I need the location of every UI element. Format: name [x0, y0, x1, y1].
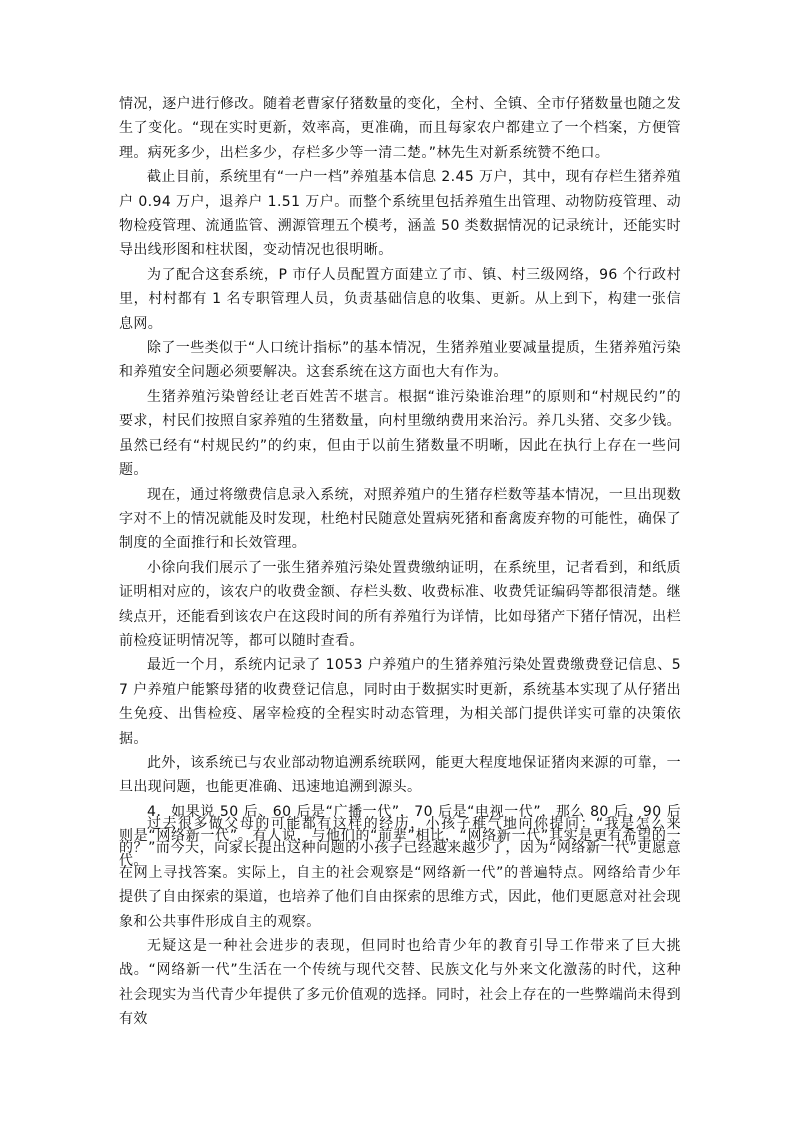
paragraph-3: 为了配合这套系统，P 市仔人员配置方面建立了市、镇、村三级网络，96 个行政村里，村村都有 1 名专职管理人员，负责基础信息的收集、更新。从上到下，构建一张信息网。 [119, 266, 681, 332]
paragraph-5: 生猪养殖污染曾经让老百姓苦不堪言。根据“谁污染谁治理”的原则和“村规民约”的要求，村民们按照自家养殖的生猪数量，向村里缴纳费用来治污。养几头猪、交多少钱。虽然已经有“村规民约”的约束，但由于以前生猪数量不明晰，因此在执行上存在一些问题。 [119, 388, 681, 479]
paragraph-10: 过去很多做父母的可能都有这样的经历，小孩子稚气地向你提问：“我是怎么来的？”而今天，向家长提出这种问题的小孩子已经越来越少了，因为“网络新一代”更愿意在网上寻找答案。实际上，自主的社会观察是“网络新一代”的普遍特点。网络给青少年提供了自由探索的渠道，也培养了他们自由探索的思维方式，因此，他们更愿意对社会现象和公共事件形成自主的观察。 [119, 816, 681, 930]
paragraph-1: 情况，逐户进行修改。随着老曹家仔猪数量的变化，全村、全镇、全市仔猪数量也随之发生了变化。“现在实时更新，效率高，更准确，而且每家农户都建立了一个档案，方便管理。病死多少，出栏多少，存栏多少等一清二楚。”林先生对新系统赞不绝口。 [119, 96, 681, 161]
question-4: 4．如果说 50 后、60 后是“广播一代”，70 后是“电视一代”，那么 80 后、90 后则是“网络新一代”。有人说，与他们的“前辈”相比，“网络新一代”其实是更有希望的一代。 [119, 803, 681, 869]
paragraph-11: 无疑这是一种社会进步的表现，但同时也给青少年的教育引导工作带来了巨大挑战。“网络新一代”生活在一个传统与现代交替、民族文化与外来文化激荡的时代，这种社会现实为当代青少年提供了多元价值观的选择。同时，社会上存在的一些弊端尚未得到有效 [119, 938, 681, 1028]
paragraph-4: 除了一些类似于“人口统计指标”的基本情况，生猪养殖业要减量提质，生猪养殖污染和养殖安全问题必须要解决。这套系统在这方面也大有作为。 [119, 340, 681, 381]
paragraph-7: 小徐向我们展示了一张生猪养殖污染处置费缴纳证明，在系统里，记者看到，和纸质证明相对应的，该农户的收费金额、存栏头数、收费标准、收费凭证编码等都很清楚。继续点开，还能看到该农户在这段时间的所有养殖行为详情，比如母猪产下猪仔情况，出栏前检疫证明情况等，都可以随时查看。 [119, 559, 681, 649]
paragraph-9: 此外，该系统已与农业部动物追溯系统联网，能更大程度地保证猪肉来源的可靠，一旦出现问题，也能更准确、迅速地追溯到源头。 [119, 754, 681, 796]
article-section-2 [119, 812, 681, 1032]
article-section-1 [119, 92, 681, 873]
paragraph-6: 现在，通过将缴费信息录入系统，对照养殖户的生猪存栏数等基本情况，一旦出现数字对不上的情况就能及时发现，杜绝村民随意处置病死猪和畜禽废弃物的可能性，确保了制度的全面推行和长效管理。 [119, 486, 681, 552]
paragraph-8: 最近一个月，系统内记录了 1053 户养殖户的生猪养殖污染处置费缴费登记信息、57 户养殖户能繁母猪的收费登记信息，同时由于数据实时更新，系统基本实现了从仔猪出生免疫、出售检疫、屠宰检疫的全程实时动态管理，为相关部门提供详实可靠的决策依据。 [119, 657, 681, 747]
paragraph-2: 截止目前，系统里有“一户一档”养殖基本信息 2.45 万户，其中，现有存栏生猪养殖户 0.94 万户，退养户 1.51 万户。而整个系统里包括养殖生出管理、动物防疫管理、动物检疫管理、流通监管、溯源管理五个模考，涵盖 50 类数据情况的记录统计，还能实时导出线形图和柱状图，变动情况也很明晰。 [119, 169, 681, 259]
